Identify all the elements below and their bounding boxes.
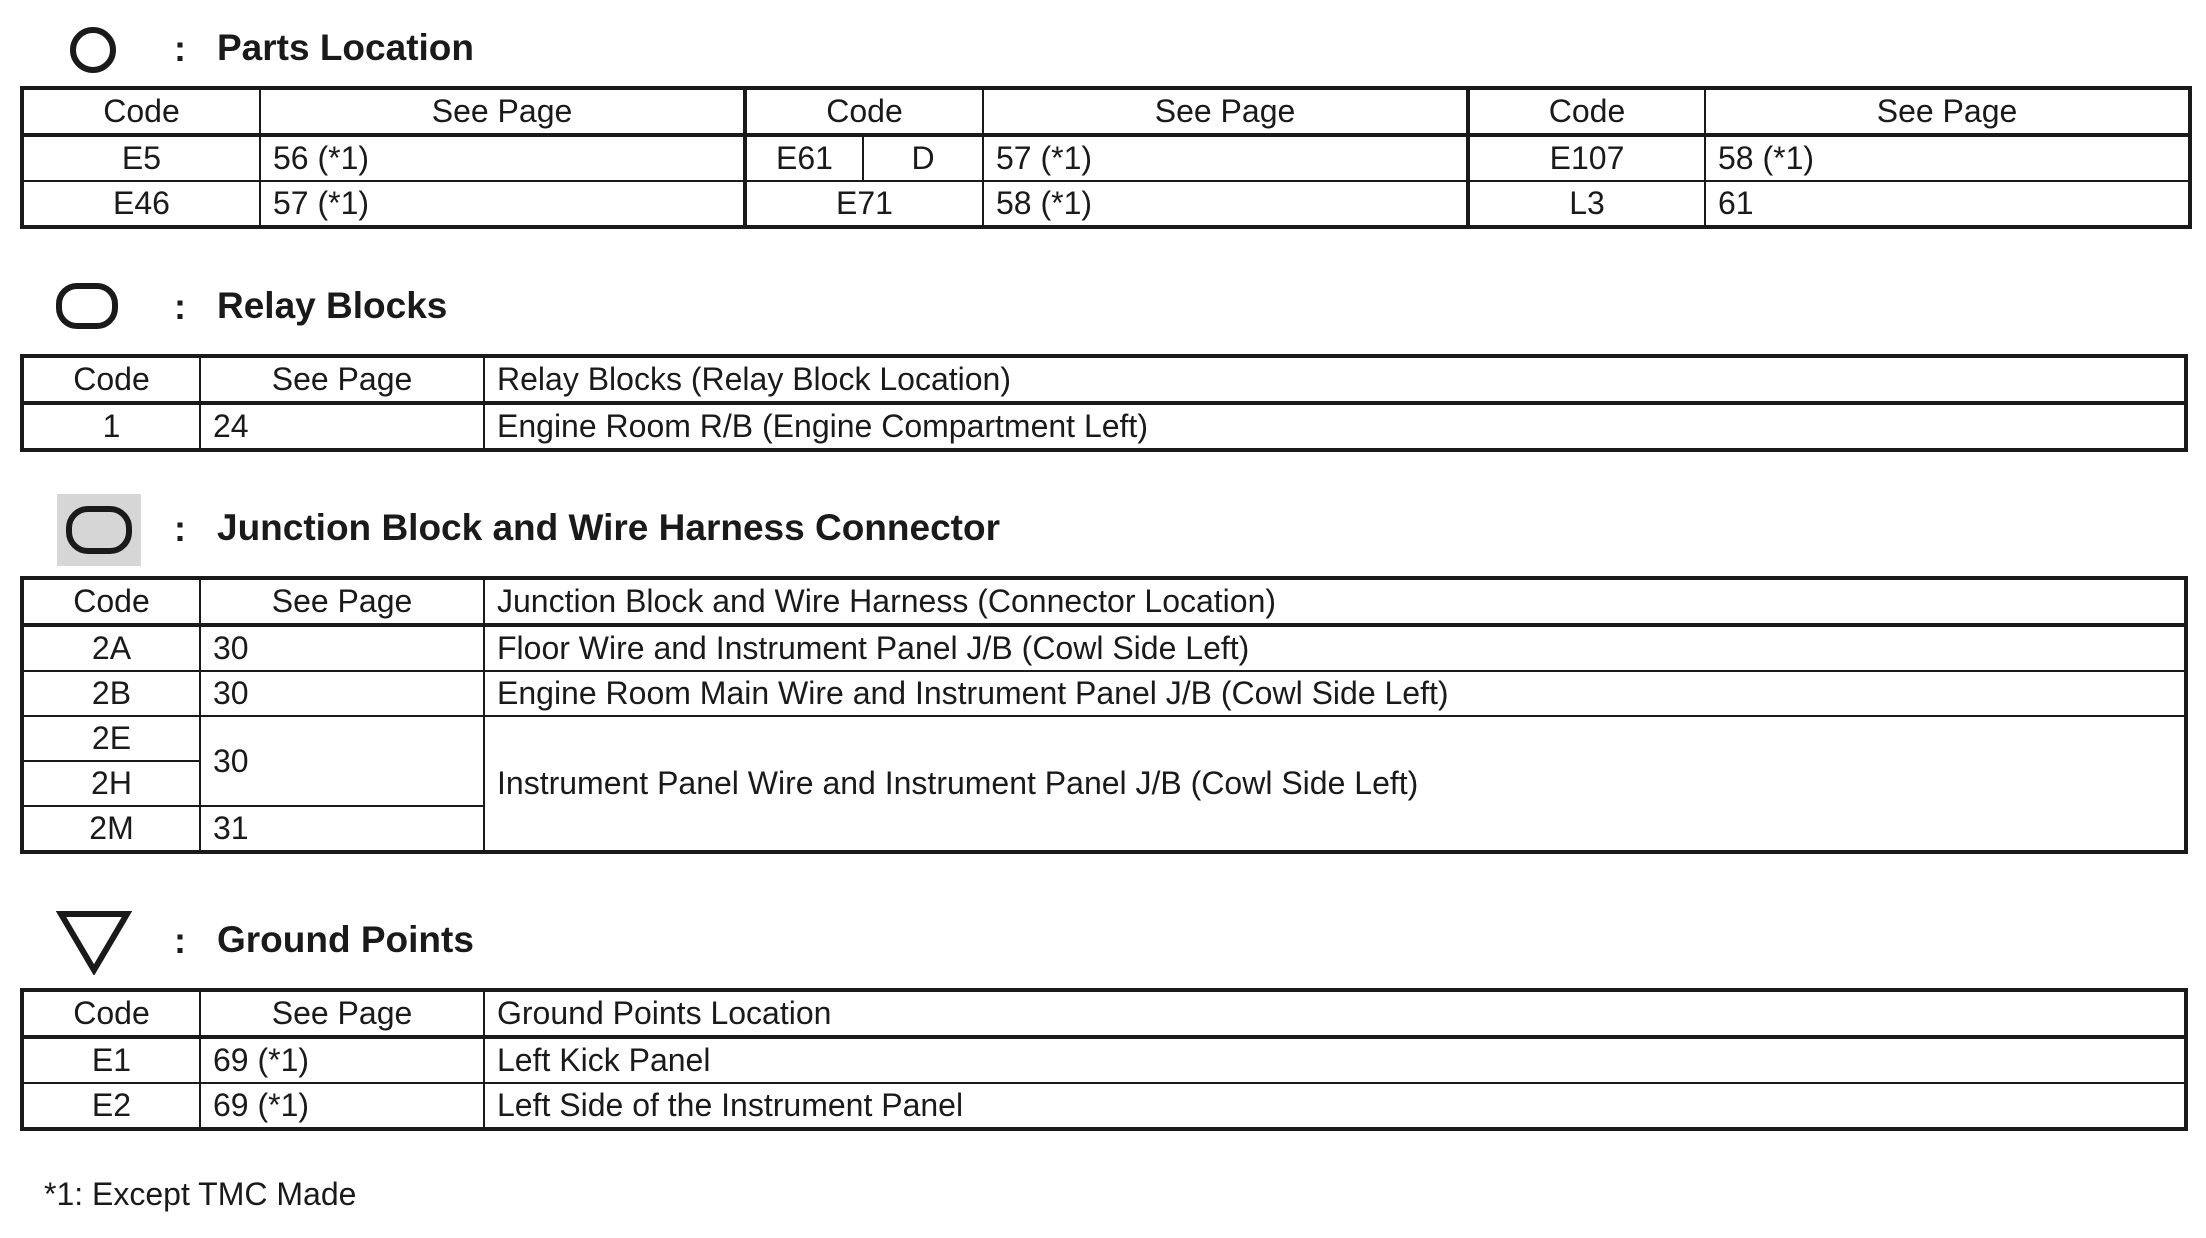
- page-cell: 58 (*1): [983, 181, 1468, 227]
- code-cell: E1: [22, 1037, 200, 1083]
- header-see-page: See Page: [260, 88, 745, 135]
- table-row: [22, 1037, 2186, 1083]
- page-cell: 24: [200, 403, 484, 450]
- section-title: Parts Location: [217, 27, 474, 68]
- relay-blocks-table: [20, 354, 2188, 452]
- location-cell: Instrument Panel Wire and Instrument Panel J/B (Cowl Side Left): [484, 716, 2186, 852]
- page-cell: 58 (*1): [1705, 135, 2190, 181]
- page-cell: 30: [200, 671, 484, 716]
- section-title: Relay Blocks: [217, 285, 448, 326]
- header-code: Code: [22, 578, 200, 625]
- page-cell: 57 (*1): [983, 135, 1468, 181]
- code-cell: E71: [745, 181, 983, 227]
- location-cell: Engine Room Main Wire and Instrument Panel J/B (Cowl Side Left): [484, 671, 2186, 716]
- code-cell: 2E: [22, 716, 200, 761]
- code-cell: E61: [745, 135, 863, 181]
- table-header-row: [22, 356, 2186, 403]
- code-cell: E107: [1468, 135, 1705, 181]
- table-row: [22, 181, 2190, 227]
- location-cell: Floor Wire and Instrument Panel J/B (Cowl Side Left): [484, 625, 2186, 671]
- page-cell: 69 (*1): [200, 1083, 484, 1129]
- relay-blocks-heading: [0, 268, 1200, 348]
- code-cell: 2M: [22, 806, 200, 852]
- ground-points-heading: [0, 902, 1200, 982]
- header-location: Junction Block and Wire Harness (Connector Location): [484, 578, 2186, 625]
- code-cell: 1: [22, 403, 200, 450]
- code-suffix-cell: D: [863, 135, 983, 181]
- table-row: [22, 716, 2186, 761]
- table-row: [22, 625, 2186, 671]
- page-cell: 31: [200, 806, 484, 852]
- shaded-rounded-rect-icon: [57, 494, 141, 566]
- section-title: Junction Block and Wire Harness Connector: [217, 507, 1000, 548]
- code-cell: 2H: [22, 761, 200, 806]
- table-row: [22, 1083, 2186, 1129]
- header-code: Code: [745, 88, 983, 135]
- page-cell: 69 (*1): [200, 1037, 484, 1083]
- code-cell: 2A: [22, 625, 200, 671]
- heading-colon: :: [174, 28, 186, 69]
- header-code: Code: [22, 88, 260, 135]
- header-code: Code: [22, 356, 200, 403]
- header-code: Code: [1468, 88, 1705, 135]
- page-cell: 56 (*1): [260, 135, 745, 181]
- junction-block-table: [20, 576, 2188, 854]
- header-see-page: See Page: [983, 88, 1468, 135]
- section-title: Ground Points: [217, 919, 474, 960]
- heading-colon: :: [174, 920, 186, 961]
- code-cell: E46: [22, 181, 260, 227]
- header-see-page: See Page: [200, 356, 484, 403]
- location-cell: Left Kick Panel: [484, 1037, 2186, 1083]
- parts-location-table: [20, 86, 2192, 229]
- page-cell: 30: [200, 716, 484, 806]
- header-see-page: See Page: [200, 990, 484, 1037]
- code-cell: 2B: [22, 671, 200, 716]
- header-location: Ground Points Location: [484, 990, 2186, 1037]
- ground-points-table: [20, 988, 2188, 1131]
- location-cell: Left Side of the Instrument Panel: [484, 1083, 2186, 1129]
- code-cell: E2: [22, 1083, 200, 1129]
- header-location: Relay Blocks (Relay Block Location): [484, 356, 2186, 403]
- junction-block-heading: [0, 490, 1200, 570]
- heading-colon: :: [174, 508, 186, 549]
- page-cell: 61: [1705, 181, 2190, 227]
- table-header-row: [22, 88, 2190, 135]
- table-row: [22, 135, 2190, 181]
- header-see-page: See Page: [1705, 88, 2190, 135]
- table-header-row: [22, 990, 2186, 1037]
- table-row: [22, 403, 2186, 450]
- heading-colon: :: [174, 286, 186, 327]
- down-triangle-icon: [56, 909, 132, 975]
- table-row: [22, 671, 2186, 716]
- page-cell: 30: [200, 625, 484, 671]
- header-code: Code: [22, 990, 200, 1037]
- code-cell: L3: [1468, 181, 1705, 227]
- header-see-page: See Page: [200, 578, 484, 625]
- footnote: *1: Except TMC Made: [44, 1176, 357, 1212]
- code-cell: E5: [22, 135, 260, 181]
- page-cell: 57 (*1): [260, 181, 745, 227]
- circle-icon: [68, 25, 118, 75]
- table-header-row: [22, 578, 2186, 625]
- rounded-rect-icon: [54, 281, 120, 331]
- parts-location-heading: [0, 10, 1200, 90]
- location-cell: Engine Room R/B (Engine Compartment Left): [484, 403, 2186, 450]
